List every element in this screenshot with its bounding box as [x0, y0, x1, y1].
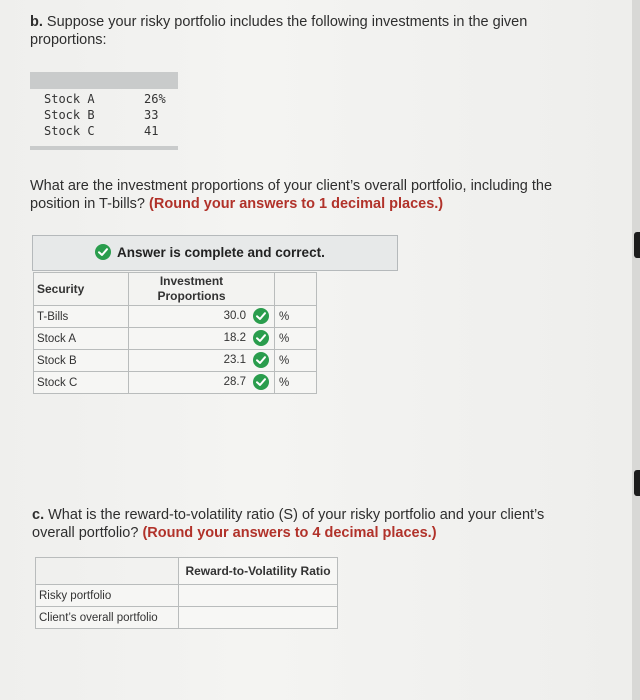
security-name: T-Bills	[34, 306, 129, 328]
check-circle-icon	[253, 352, 269, 368]
security-name: Stock B	[34, 350, 129, 372]
part-b-question	[30, 13, 590, 49]
percent-unit: %	[275, 328, 317, 350]
proportions-question	[30, 177, 590, 213]
proportions-header-line1: Investment	[159, 274, 224, 288]
proportion-value: 28.7	[223, 376, 246, 388]
rtv-input[interactable]	[179, 607, 338, 629]
percent-unit: %	[275, 372, 317, 394]
investment-proportions-table	[33, 272, 317, 394]
table-row	[34, 328, 317, 350]
table-row	[36, 585, 338, 607]
binder-mark	[634, 232, 640, 258]
rtv-row-label: Risky portfolio	[36, 585, 179, 607]
stock-name: Stock C	[44, 124, 95, 138]
stock-table-footer-rule	[30, 146, 178, 150]
proportions-header-line2: Proportions	[157, 289, 226, 303]
check-circle-icon	[253, 308, 269, 324]
stock-weight: 33	[144, 108, 159, 122]
rtv-empty-header	[36, 558, 179, 585]
part-c-instruction: (Round your answers to 4 decimal places.)	[142, 525, 437, 541]
part-c-text: What is the reward-to-volatility ratio (S) of your risky portfolio and your client’s overall portfolio?	[32, 507, 545, 541]
page-edge	[632, 0, 640, 700]
stock-weights-table	[30, 72, 178, 150]
binder-mark	[634, 470, 640, 496]
stock-table-header	[30, 72, 178, 89]
proportion-value: 30.0	[223, 310, 246, 322]
proportion-value: 18.2	[223, 332, 246, 344]
rtv-row-label: Client’s overall portfolio	[36, 607, 179, 629]
percent-unit: %	[275, 350, 317, 372]
proportion-input[interactable]	[129, 306, 275, 328]
stock-name: Stock A	[44, 92, 95, 106]
unit-column-header	[275, 273, 317, 306]
answer-status-text: Answer is complete and correct.	[117, 245, 325, 260]
proportion-value: 23.1	[223, 354, 246, 366]
part-b-label: b.	[30, 14, 43, 30]
security-name: Stock A	[34, 328, 129, 350]
stock-name: Stock B	[44, 108, 95, 122]
rtv-input[interactable]	[179, 585, 338, 607]
stock-row	[30, 124, 178, 140]
part-c-label: c.	[32, 507, 45, 523]
proportions-instruction: (Round your answers to 1 decimal places.)	[149, 196, 444, 212]
check-circle-icon	[253, 374, 269, 390]
stock-weight: 41	[144, 124, 159, 138]
table-row	[34, 306, 317, 328]
proportions-question-text: What are the investment proportions of your client’s overall portfolio, including the position in T-bills?	[30, 178, 553, 212]
stock-weight: 26%	[144, 92, 166, 106]
check-circle-icon	[253, 330, 269, 346]
proportions-column-header	[129, 273, 275, 306]
part-b-text: Suppose your risky portfolio includes the following investments in the given proportions:	[30, 14, 528, 48]
reward-to-volatility-table	[35, 557, 338, 629]
check-circle-icon	[95, 244, 111, 260]
answer-status-banner	[32, 235, 398, 271]
table-row	[34, 350, 317, 372]
table-row	[34, 372, 317, 394]
proportion-input[interactable]	[129, 328, 275, 350]
rtv-column-header: Reward-to-Volatility Ratio	[179, 558, 338, 585]
stock-row	[30, 108, 178, 124]
table-row	[36, 607, 338, 629]
part-c-question	[32, 506, 572, 542]
security-column-header: Security	[34, 273, 129, 306]
proportion-input[interactable]	[129, 372, 275, 394]
proportion-input[interactable]	[129, 350, 275, 372]
percent-unit: %	[275, 306, 317, 328]
security-name: Stock C	[34, 372, 129, 394]
stock-row	[30, 92, 178, 108]
